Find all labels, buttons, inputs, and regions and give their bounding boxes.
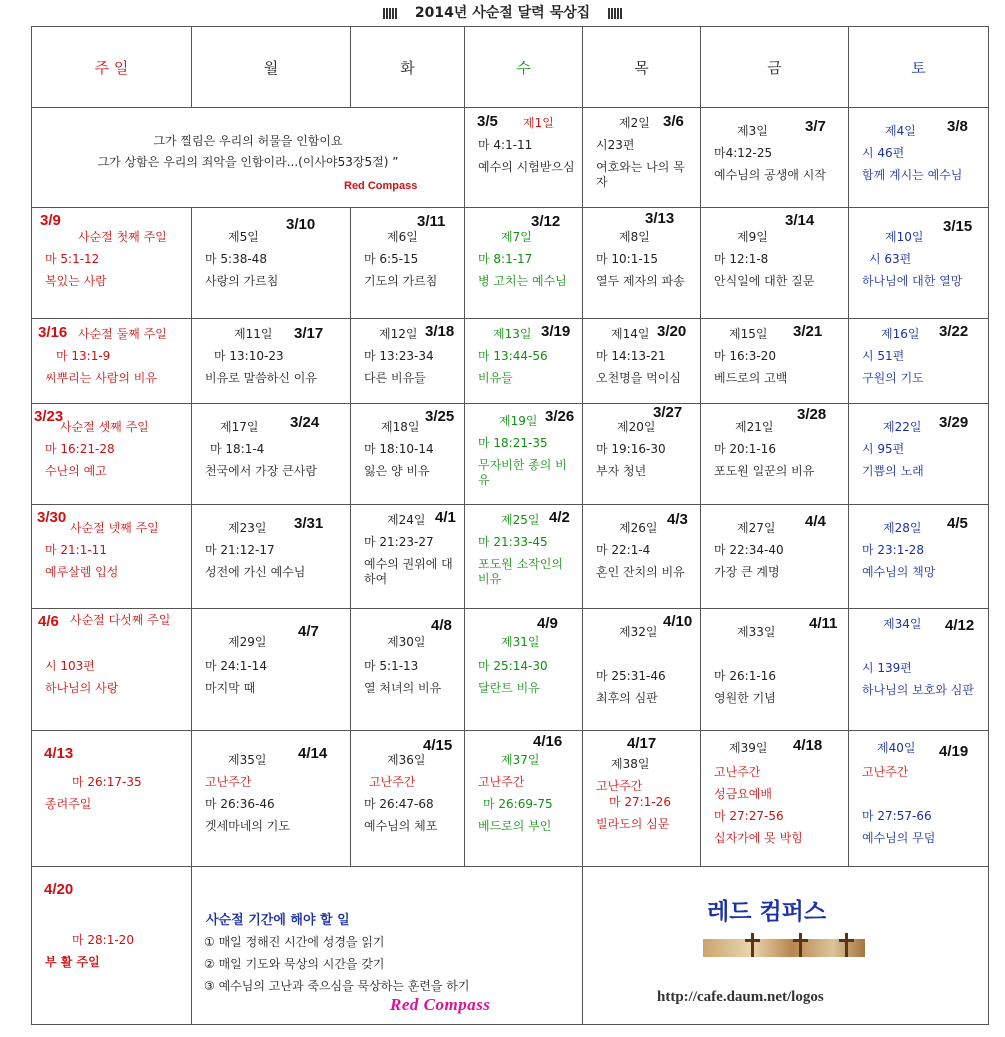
day-topic: 수난의 예고 — [45, 464, 107, 478]
day-cell — [701, 505, 849, 609]
day-date: 3/17 — [294, 325, 324, 342]
day-number: 제29일 — [228, 635, 267, 649]
day-cell — [192, 731, 351, 867]
scripture-ref: 마 25:31-46 — [596, 669, 666, 683]
day-number: 제36일 — [387, 753, 426, 767]
sunday-title: 사순절 첫째 주일 — [78, 230, 167, 244]
day-date: 4/2 — [549, 509, 570, 526]
day-number: 제25일 — [501, 513, 540, 527]
day-number: 제14일 — [611, 327, 650, 341]
day-number: 제2일 — [619, 116, 650, 130]
day-number: 제26일 — [619, 521, 658, 535]
day-topic: 열두 제자의 파송 — [596, 274, 685, 288]
scripture-ref: 마 21:12-17 — [205, 543, 275, 557]
day-date: 3/31 — [294, 515, 324, 532]
day-date: 3/10 — [286, 216, 316, 233]
day-cell — [849, 319, 989, 404]
lent-guide-cell — [192, 867, 583, 1025]
scripture-ref: 마 26:36-46 — [205, 797, 275, 811]
day-number: 제21일 — [735, 420, 774, 434]
weekday-tuesday: 화 — [351, 27, 465, 108]
scripture-ref: 마 22:1-4 — [596, 543, 651, 557]
day-cell — [583, 505, 701, 609]
day-date: 4/7 — [298, 623, 319, 640]
cafe-url[interactable]: http://cafe.daum.net/logos — [657, 989, 824, 1005]
day-cell — [351, 319, 465, 404]
day-date: 4/13 — [44, 745, 74, 762]
day-number: 제31일 — [501, 635, 540, 649]
scripture-ref: 마 24:1-14 — [205, 659, 267, 673]
scripture-ref: 마 27:27-56 — [714, 809, 784, 823]
day-date: 3/23 — [34, 408, 64, 425]
day-date: 4/5 — [947, 515, 968, 532]
day-date: 3/16 — [38, 324, 68, 341]
day-date: 3/9 — [40, 212, 61, 229]
day-date: 4/14 — [298, 745, 328, 762]
sunday-title: 사순절 셋째 주일 — [60, 420, 149, 434]
day-number: 제39일 — [729, 741, 768, 755]
day-cell — [465, 731, 583, 867]
day-topic: 복있는 사람 — [45, 274, 107, 288]
day-topic: 예수님의 책망 — [862, 565, 936, 579]
day-date: 4/9 — [537, 615, 558, 632]
day-cell — [465, 505, 583, 609]
weekday-thursday: 목 — [583, 27, 701, 108]
intro-verse-line-2: 그가 상함은 우리의 죄악을 인함이라...(이사야53장5절) ” — [97, 155, 399, 169]
scripture-ref: 마 25:14-30 — [478, 659, 548, 673]
day-topic: 성전에 가신 예수님 — [205, 565, 306, 579]
week-row-2 — [32, 208, 989, 319]
day-topic: 예수님의 체포 — [364, 819, 438, 833]
day-topic: 천국에서 가장 큰사람 — [205, 464, 317, 478]
week-tag: 고난주간 — [205, 775, 252, 789]
day-number: 제12일 — [379, 327, 418, 341]
day-date: 4/3 — [667, 511, 688, 528]
day-topic: 영원한 기념 — [714, 691, 776, 705]
day-topic: 여호와는 나의 목자 — [596, 160, 685, 189]
day-date: 3/26 — [545, 408, 575, 425]
scripture-ref: 마 23:1-28 — [862, 543, 924, 557]
day-topic: 다른 비유들 — [364, 371, 426, 385]
sunday-cell — [32, 208, 192, 319]
scripture-ref: 시 103편 — [45, 659, 95, 673]
easter-title: 부 활 주일 — [45, 955, 100, 969]
day-date: 3/8 — [947, 118, 968, 135]
day-cell — [583, 108, 701, 208]
day-date: 3/18 — [425, 323, 455, 340]
day-number: 제30일 — [387, 635, 426, 649]
day-date: 3/25 — [425, 408, 455, 425]
scripture-ref: 시 63편 — [869, 252, 912, 266]
day-cell — [351, 208, 465, 319]
day-topic: 무자비한 종의 비유 — [478, 458, 567, 487]
guide-brand-logo: Red Compass — [390, 995, 491, 1014]
day-number: 제7일 — [501, 230, 532, 244]
day-topic: 마지막 때 — [205, 681, 256, 695]
day-topic: 열 처녀의 비유 — [364, 681, 442, 695]
guide-item: ③ 예수님의 고난과 죽으심을 묵상하는 훈련을 하기 — [204, 979, 470, 993]
day-topic: 겟세마네의 기도 — [205, 819, 290, 833]
day-topic: 예수의 시험받으심 — [478, 160, 575, 174]
title-ornament-left — [383, 8, 397, 19]
scripture-ref: 마 8:1-17 — [478, 252, 533, 266]
scripture-ref: 마 13:10-23 — [214, 349, 284, 363]
day-topic: 달란트 비유 — [478, 681, 540, 695]
day-number: 제40일 — [877, 741, 916, 755]
week-row-1 — [32, 108, 989, 208]
cross-icon — [751, 933, 754, 957]
day-number: 제35일 — [228, 753, 267, 767]
day-date: 4/6 — [38, 613, 59, 630]
day-topic: 십자가에 못 박힘 — [714, 831, 803, 845]
sunday-cell — [32, 505, 192, 609]
day-number: 제9일 — [737, 230, 768, 244]
scripture-ref: 마 5:38-48 — [205, 252, 267, 266]
day-number: 제15일 — [729, 327, 768, 341]
weekday-saturday: 토 — [849, 27, 989, 108]
special-service: 성금요예배 — [714, 787, 772, 801]
day-topic: 오천명을 먹이심 — [596, 371, 681, 385]
day-number: 제32일 — [619, 625, 658, 639]
guide-title: 사순절 기간에 해야 할 일 — [206, 913, 350, 928]
scripture-ref: 마4:12-25 — [714, 146, 773, 160]
day-number: 제34일 — [883, 617, 922, 631]
week-row-5 — [32, 505, 989, 609]
weekday-header-row — [32, 27, 989, 108]
scripture-ref: 마 20:1-16 — [714, 442, 776, 456]
day-cell — [849, 505, 989, 609]
day-topic: 최후의 심판 — [596, 691, 658, 705]
day-number: 제1일 — [523, 116, 554, 130]
day-topic: 병 고치는 예수님 — [478, 274, 567, 288]
calendar-table — [31, 26, 989, 1025]
cross-icon — [845, 933, 848, 957]
scripture-ref: 마 13:1-9 — [56, 349, 111, 363]
day-topic: 비유로 말씀하신 이유 — [205, 371, 317, 385]
day-date: 4/1 — [435, 509, 456, 526]
sunday-cell — [32, 731, 192, 867]
day-number: 제3일 — [737, 124, 768, 138]
week-tag: 고난주간 — [478, 775, 525, 789]
easter-cell — [32, 867, 192, 1025]
day-date: 3/15 — [943, 218, 973, 235]
day-topic: 가장 큰 계명 — [714, 565, 780, 579]
day-topic: 잃은 양 비유 — [364, 464, 430, 478]
scripture-ref: 마 21:23-27 — [364, 535, 434, 549]
day-topic: 하나님의 사랑 — [45, 681, 119, 695]
scripture-ref: 마 5:1-12 — [45, 252, 100, 266]
weekday-sunday: 주 일 — [32, 27, 192, 108]
day-topic: 베드로의 부인 — [478, 819, 552, 833]
day-number: 제23일 — [228, 521, 267, 535]
day-cell — [465, 108, 583, 208]
week-row-6 — [32, 609, 989, 731]
day-topic: 구원의 기도 — [862, 371, 924, 385]
day-date: 3/29 — [939, 414, 969, 431]
week-tag: 고난주간 — [862, 765, 909, 779]
day-topic: 씨뿌리는 사람의 비유 — [45, 371, 157, 385]
sunday-title: 사순절 둘째 주일 — [78, 327, 167, 341]
day-number: 제6일 — [387, 230, 418, 244]
day-date: 3/21 — [793, 323, 823, 340]
scripture-ref: 마 13:44-56 — [478, 349, 548, 363]
day-date: 3/14 — [785, 212, 815, 229]
week-row-7 — [32, 731, 989, 867]
scripture-ref: 마 21:33-45 — [478, 535, 548, 549]
day-topic: 혼인 잔치의 비유 — [596, 565, 685, 579]
day-topic: 예수님의 공생애 시작 — [714, 168, 826, 182]
day-topic: 베드로의 고백 — [714, 371, 788, 385]
day-number: 제18일 — [381, 420, 420, 434]
day-number: 제17일 — [220, 420, 259, 434]
day-number: 제5일 — [228, 230, 259, 244]
day-cell — [849, 731, 989, 867]
day-cell — [701, 108, 849, 208]
day-cell — [849, 404, 989, 505]
scripture-ref: 마 22:34-40 — [714, 543, 784, 557]
day-date: 3/11 — [417, 213, 446, 230]
day-cell — [465, 208, 583, 319]
day-date: 3/5 — [477, 113, 498, 130]
day-date: 4/11 — [809, 615, 838, 632]
day-topic: 하나님에 대한 열망 — [862, 274, 963, 288]
day-date: 4/17 — [627, 735, 657, 752]
day-topic: 포도원 일꾼의 비유 — [714, 464, 815, 478]
day-cell — [583, 404, 701, 505]
guide-item: ① 매일 정해진 시간에 성경을 읽기 — [204, 935, 385, 949]
intro-verse-line-1: 그가 찔림은 우리의 허물을 인함이요 — [153, 134, 343, 148]
day-number: 제13일 — [493, 327, 532, 341]
day-number: 제16일 — [881, 327, 920, 341]
day-cell — [465, 609, 583, 731]
day-cell — [583, 208, 701, 319]
day-topic: 비유들 — [478, 371, 513, 385]
day-topic: 예수님의 무덤 — [862, 831, 936, 845]
day-topic: 기도의 가르침 — [364, 274, 438, 288]
day-cell — [583, 731, 701, 867]
day-cell — [583, 609, 701, 731]
day-date: 4/10 — [663, 613, 693, 630]
day-date: 3/13 — [645, 210, 675, 227]
sunday-cell — [32, 609, 192, 731]
day-topic: 종려주일 — [45, 797, 92, 811]
day-topic: 빌라도의 심문 — [596, 817, 670, 831]
scripture-ref: 마 12:1-8 — [714, 252, 769, 266]
day-number: 제4일 — [885, 124, 916, 138]
scripture-ref: 마 28:1-20 — [72, 933, 134, 947]
easter-row — [32, 867, 989, 1025]
day-date: 3/19 — [541, 323, 571, 340]
day-number: 제19일 — [499, 414, 538, 428]
crosses-image — [703, 939, 865, 957]
day-date: 4/8 — [431, 617, 452, 634]
scripture-ref: 마 26:69-75 — [483, 797, 553, 811]
day-date: 3/20 — [657, 323, 687, 340]
day-date: 4/12 — [945, 617, 975, 634]
day-cell — [192, 404, 351, 505]
scripture-ref: 마 21:1-11 — [45, 543, 107, 557]
day-cell — [351, 731, 465, 867]
day-date: 3/28 — [797, 406, 827, 423]
scripture-ref: 마 13:23-34 — [364, 349, 434, 363]
day-topic: 하나님의 보호와 심판 — [862, 683, 974, 697]
logo-cell — [583, 867, 989, 1025]
day-number: 제33일 — [737, 625, 776, 639]
scripture-ref: 마 26:17-35 — [72, 775, 142, 789]
sunday-title: 사순절 다섯째 주일 — [70, 613, 171, 627]
day-date: 3/24 — [290, 414, 320, 431]
day-number: 제28일 — [883, 521, 922, 535]
day-topic: 포도원 소작인의 비유 — [478, 557, 563, 586]
day-cell — [465, 404, 583, 505]
day-date: 4/20 — [44, 881, 74, 898]
day-cell — [701, 208, 849, 319]
day-date: 4/16 — [533, 733, 563, 750]
week-tag: 고난주간 — [596, 779, 643, 793]
day-cell — [351, 404, 465, 505]
scripture-ref: 마 27:1-26 — [609, 795, 671, 809]
brand-name: 레드 컴퍼스 — [707, 899, 827, 925]
day-number: 제8일 — [619, 230, 650, 244]
scripture-ref: 마 14:13-21 — [596, 349, 666, 363]
day-date: 3/22 — [939, 323, 969, 340]
page-title — [0, 0, 1005, 26]
day-number: 제24일 — [387, 513, 426, 527]
scripture-ref: 마 26:47-68 — [364, 797, 434, 811]
scripture-ref: 마 6:5-15 — [364, 252, 419, 266]
day-number: 제10일 — [885, 230, 924, 244]
day-topic: 안식일에 대한 질문 — [714, 274, 815, 288]
day-cell — [849, 609, 989, 731]
day-topic: 사랑의 가르침 — [205, 274, 279, 288]
week-row-4 — [32, 404, 989, 505]
day-cell — [849, 208, 989, 319]
day-date: 3/27 — [653, 404, 683, 421]
day-number: 제22일 — [883, 420, 922, 434]
scripture-ref: 마 16:21-28 — [45, 442, 115, 456]
day-date: 4/4 — [805, 513, 826, 530]
week-tag: 고난주간 — [369, 775, 416, 789]
day-cell — [465, 319, 583, 404]
day-topic: 예루살렘 입성 — [45, 565, 119, 579]
day-date: 3/30 — [37, 509, 67, 526]
sunday-cell — [32, 404, 192, 505]
scripture-ref: 마 18:10-14 — [364, 442, 434, 456]
title-text: 2014년 사순절 달력 묵상집 — [414, 5, 591, 21]
scripture-ref: 시23편 — [596, 138, 635, 152]
day-date: 3/12 — [531, 213, 561, 230]
day-cell — [351, 505, 465, 609]
scripture-ref: 마 10:1-15 — [596, 252, 658, 266]
guide-item: ② 매일 기도와 묵상의 시간을 갖기 — [204, 957, 385, 971]
day-cell — [701, 404, 849, 505]
week-row-3 — [32, 319, 989, 404]
scripture-ref: 시 139편 — [862, 661, 912, 675]
day-topic: 예수의 권위에 대하여 — [364, 557, 453, 586]
scripture-ref: 마 27:57-66 — [862, 809, 932, 823]
weekday-monday: 월 — [192, 27, 351, 108]
weekday-friday: 금 — [701, 27, 849, 108]
scripture-ref: 마 18:21-35 — [478, 436, 548, 450]
scripture-ref: 시 51편 — [862, 349, 905, 363]
day-number: 제11일 — [234, 327, 273, 341]
day-date: 3/7 — [805, 118, 826, 135]
scripture-ref: 마 4:1-11 — [478, 138, 533, 152]
day-cell — [701, 609, 849, 731]
sunday-title: 사순절 넷째 주일 — [70, 521, 159, 535]
day-cell — [351, 609, 465, 731]
day-cell — [192, 319, 351, 404]
cross-icon — [799, 933, 802, 957]
scripture-ref: 시 95편 — [862, 442, 905, 456]
day-cell — [701, 731, 849, 867]
day-cell — [192, 505, 351, 609]
intro-brand: Red Compass — [344, 180, 418, 192]
scripture-ref: 마 18:1-4 — [210, 442, 265, 456]
weekday-wednesday: 수 — [465, 27, 583, 108]
scripture-ref: 마 19:16-30 — [596, 442, 666, 456]
day-topic: 기쁨의 노래 — [862, 464, 924, 478]
day-cell — [192, 208, 351, 319]
day-cell — [849, 108, 989, 208]
day-date: 3/6 — [663, 113, 684, 130]
day-cell — [192, 609, 351, 731]
day-number: 제38일 — [611, 757, 650, 771]
scripture-ref: 시 46편 — [862, 146, 905, 160]
day-date: 4/19 — [939, 743, 969, 760]
day-cell — [701, 319, 849, 404]
day-date: 4/18 — [793, 737, 823, 754]
day-topic: 함께 계시는 예수님 — [862, 168, 963, 182]
scripture-ref: 마 16:3-20 — [714, 349, 776, 363]
day-number: 제27일 — [737, 521, 776, 535]
day-date: 4/15 — [423, 737, 453, 754]
scripture-ref: 마 26:1-16 — [714, 669, 776, 683]
scripture-ref: 마 5:1-13 — [364, 659, 419, 673]
day-topic: 부자 청년 — [596, 464, 647, 478]
day-number: 제37일 — [501, 753, 540, 767]
day-number: 제20일 — [617, 420, 656, 434]
week-tag: 고난주간 — [714, 765, 761, 779]
intro-cell — [32, 108, 465, 208]
title-ornament-right — [608, 8, 622, 19]
sunday-cell — [32, 319, 192, 404]
day-cell — [583, 319, 701, 404]
